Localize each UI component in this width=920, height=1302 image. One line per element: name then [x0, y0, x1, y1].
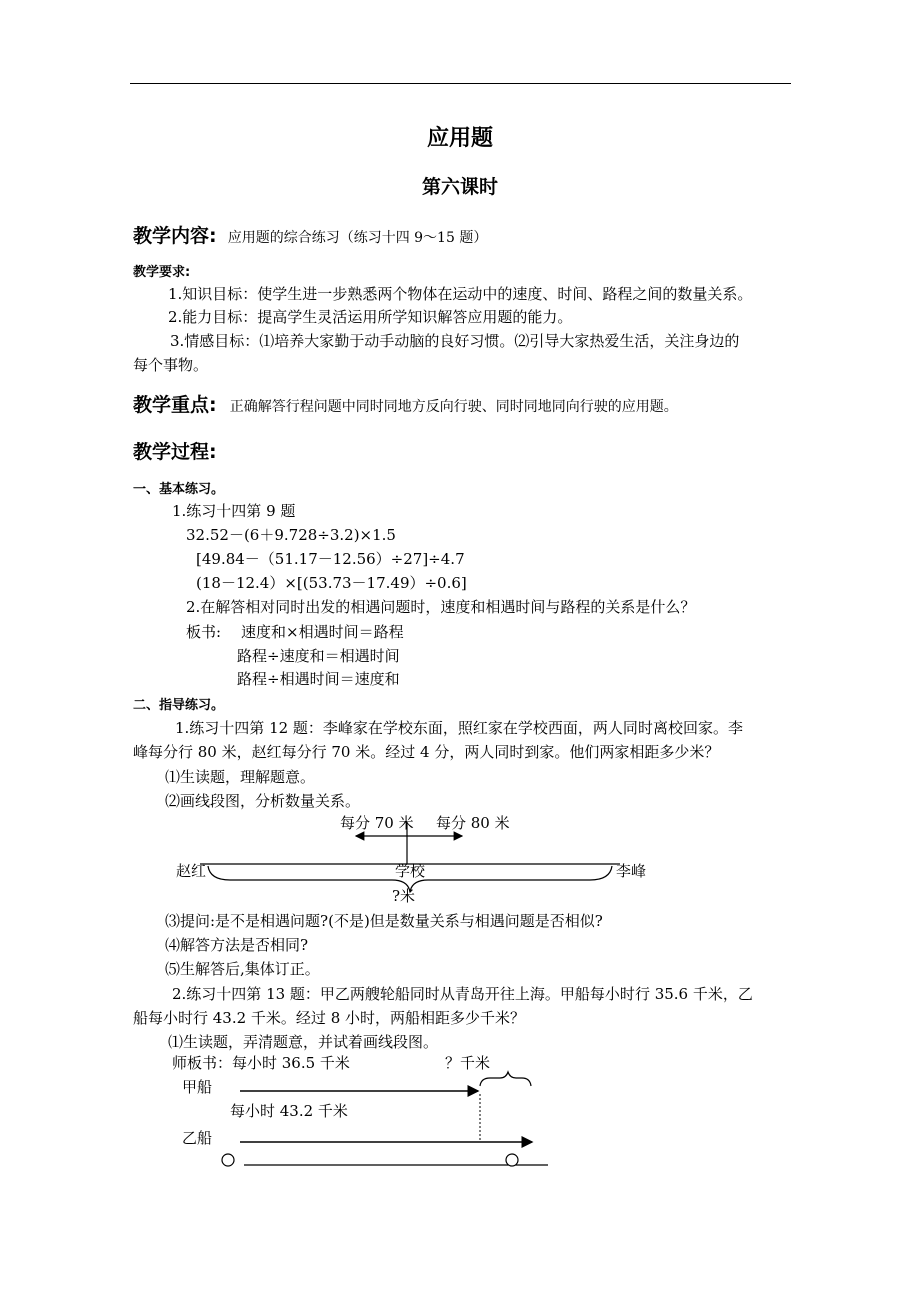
gap-brace — [480, 1072, 531, 1086]
page-title: 应用题 — [426, 126, 493, 151]
step-draw: ⑵画线段图，分析数量关系。 — [165, 792, 361, 810]
content-label: 教学内容: — [133, 225, 217, 247]
step-method: ⑷解答方法是否相同? — [165, 936, 309, 954]
step-read-draw: ⑴生读题，弄清题意，并试着画线段图。 — [168, 1033, 439, 1051]
problem13-line1: 2.练习十四第 13 题：甲乙两艘轮船同时从青岛开往上海。甲船每小时行 35.6 千米，乙 — [172, 985, 753, 1003]
left-speed-label: 每分 70 米 — [340, 814, 414, 832]
formula-1: 32.52－(6＋9.728÷3.2)×1.5 — [186, 526, 396, 544]
end-circle — [506, 1154, 518, 1166]
header-rule — [130, 83, 791, 84]
problem12-line1: 1.练习十四第 12 题：李峰家在学校东面，照红家在学校西面，两人同时离校回家。李 — [175, 719, 743, 737]
focus-text: 正确解答行程问题中同时同地方反向行驶、同时同地同向行驶的应用题。 — [229, 399, 678, 415]
board-line-3: 路程÷相遇时间＝速度和 — [237, 670, 400, 688]
board-line-1: 速度和×相遇时间＝路程 — [241, 623, 404, 641]
focus-row — [133, 390, 678, 417]
section1-item1: 1.练习十四第 9 题 — [172, 502, 296, 520]
section2-heading: 二、指导练习。 — [133, 698, 225, 713]
content-text: 应用题的综合练习（练习十四 9～15 题） — [227, 230, 488, 246]
board-line-2: 路程÷速度和＝相遇时间 — [237, 647, 400, 665]
content-row — [133, 221, 487, 248]
step-question: ⑶提问:是不是相遇问题?(不是)但是数量关系与相遇问题是否相似? — [165, 912, 603, 930]
segment-diagram-1 — [170, 808, 670, 908]
requirement-item-3-cont: 每个事物。 — [133, 356, 209, 374]
step-read: ⑴生读题，理解题意。 — [165, 768, 316, 786]
process-label: 教学过程: — [133, 441, 217, 463]
ship-b-speed-label: 每小时 43.2 千米 — [230, 1102, 348, 1120]
gap-label: ？千米 — [445, 1054, 491, 1072]
left-end-label: 赵红 — [176, 862, 207, 880]
focus-label: 教学重点: — [133, 394, 217, 416]
right-end-label: 李峰 — [616, 862, 647, 880]
section1-heading: 一、基本练习。 — [133, 482, 225, 497]
ship-b-label: 乙船 — [182, 1129, 213, 1147]
problem13-line2: 船每小时行 43.2 千米。经过 8 小时，两船相距多少千米？ — [133, 1009, 526, 1027]
problem12-line2: 峰每分行 80 米，赵红每分行 70 米。经过 4 分，两人同时到家。他们两家相距多少米？ — [133, 743, 720, 761]
section1-item2: 2.在解答相对同时出发的相遇问题时，速度和相遇时间与路程的关系是什么？ — [186, 598, 696, 616]
right-speed-label: 每分 80 米 — [436, 814, 510, 832]
formula-2: [49.84－（51.17－12.56）÷27]÷4.7 — [196, 550, 465, 568]
center-label: 学校 — [395, 862, 426, 880]
total-label: ?米 — [392, 887, 416, 905]
formula-3: (18－12.4）×[(53.73－17.49）÷0.6] — [196, 574, 467, 592]
segment-diagram-2 — [160, 1050, 560, 1175]
requirement-item-3: 3.情感目标：⑴培养大家勤于动手动脑的良好习惯。⑵引导大家热爱生活，关注身边的 — [170, 332, 740, 350]
step-correct: ⑸生解答后,集体订正。 — [165, 960, 320, 978]
ship-a-label: 甲船 — [182, 1078, 213, 1096]
requirement-item-2: 2.能力目标：提高学生灵活运用所学知识解答应用题的能力。 — [168, 308, 573, 326]
board-label: 板书: — [186, 623, 222, 641]
page-subtitle: 第六课时 — [421, 176, 498, 198]
board-speed-label: 师板书：每小时 36.5 千米 — [172, 1054, 350, 1072]
requirements-label: 教学要求: — [133, 265, 191, 280]
requirement-item-1: 1.知识目标：使学生进一步熟悉两个物体在运动中的速度、时间、路程之间的数量关系。 — [168, 285, 753, 303]
start-circle — [222, 1154, 234, 1166]
